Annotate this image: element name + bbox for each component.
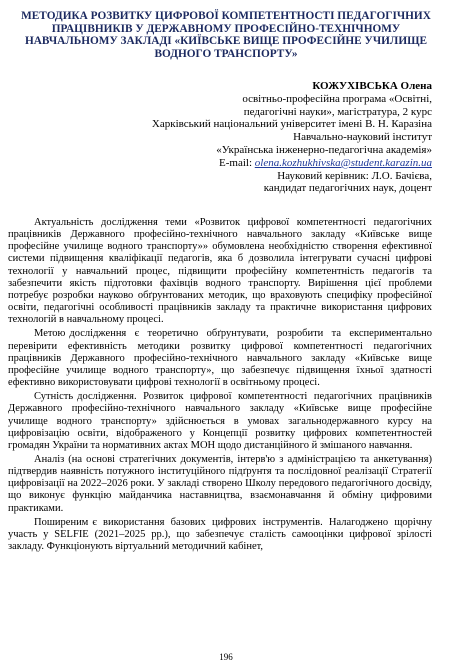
paragraph-text: дослідження є теоретично обґрунтувати, розробити та експериментально перевірити ефективність методики розвитку цифрової компетентності педагогічних працівників Державного професійно-технічного навчального закладу «Київське вище професійне училище водного транспорту», що забезпечує підвищення їхньої здатності ефективно використовувати цифрові технології в освітньому процесі. [8,328,432,389]
article-title: МЕТОДИКА РОЗВИТКУ ЦИФРОВОЇ КОМПЕТЕНТНОСТІ ПЕДАГОГІЧНИХ ПРАЦІВНИКІВ У ДЕРЖАВНОМУ ПРОФЕСІЙНО-ТЕХНІЧНОМУ НАВЧАЛЬНОМУ ЗАКЛАДІ «КИЇВСЬКЕ ВИЩЕ ПРОФЕСІЙНЕ УЧИЛИЩЕ ВОДНОГО ТРАНСПОРТУ» [21,10,431,60]
supervisor-line2: кандидат педагогічних наук, доцент [263,182,432,195]
paragraph-text: (на основі стратегічних документів, інтерв'ю з адміністрацією та анкетування) підтвердив наявність потужного інституційного підґрунтя та послідовної реалізації Стратегії цифровізації на 2022–2026 роки. У закладі створено Школу передового педагогічного досвіду, що виконує функцію майданчика наставництва, взаємонавчання й обміну цифровими практиками. [8,453,432,514]
paragraph-analysis [8,454,432,515]
author-block [72,80,432,195]
paragraph-text: Актуальність дослідження теми «Розвиток цифрової компетентності педагогічних працівників Державного професійно-технічного навчального закладу «Київське вище професійне училище водного транспорту»» обумовлена необхідністю створення ефективної системи підвищення кваліфікації педагогів, яка б дозволила інтегрувати сучасні цифрові технології у навчальний процес, підвищити професійну компетентність педагогів та забезпечити якість підготовки фахівців водного транспорту. Вирішення цієї проблеми потребує розробки науково обґрунтованих методик, що враховують специфіку професійної освіти, педагогічні особливості працівників закладу та практичне використання цифрових технологій в навчальному процесі. [8,217,432,326]
paragraph-text: дослідження. Розвиток цифрової компетентності педагогічних працівників Державного професійно-технічного навчального закладу «Київське вище професійне училище водного транспорту» здійснюється в умовах загальнодержавного курсу на цифровізацію освіти, відображеного у Концепції розвитку цифрових компетентностей громадян України та нормативних актах МОН щодо дистанційного й змішаного навчання. [8,391,432,451]
author-program-line2: педагогічні науки», магістратура, 2 курс [243,105,432,118]
paragraph-relevance [8,217,432,326]
email-link[interactable]: olena.kozhukhivska@student.karazin.ua [254,156,432,169]
paragraph-lead: Поширеним [34,516,89,528]
paragraph-lead: Сутність [34,391,74,403]
supervisor-line1: Науковий керівник: Л.О. Бачієва, [277,169,432,182]
author-program-line1: освітньо-професійна програма «Освітні, [242,92,432,105]
paragraph-goal [8,328,432,389]
email-label: E-mail: [219,156,253,169]
paragraph-essence [8,391,432,452]
author-institute-line1: Навчально-науковий інститут [293,131,432,144]
paragraph-text: є використання базових цифрових інструментів. Налагоджено щорічну участь у SELFIE (2021–2025 рр.), що забезпечує сталість самооцінки цифрової зрілості закладу. Функціонують віртуальний методичний кабінет, [8,516,432,553]
author-institute-line2: «Українська інженерно-педагогічна академія» [216,143,432,156]
author-university: Харківський національний університет імені В. Н. Каразіна [151,118,432,131]
paragraph-tools [8,517,432,553]
author-name: КОЖУХІВСЬКА Олена [312,80,432,92]
paragraph-lead: Метою [34,328,66,340]
author-email-row [72,157,432,170]
page-number: 196 [219,652,233,662]
paragraph-lead: Аналіз [34,453,65,465]
article-body [8,217,432,555]
